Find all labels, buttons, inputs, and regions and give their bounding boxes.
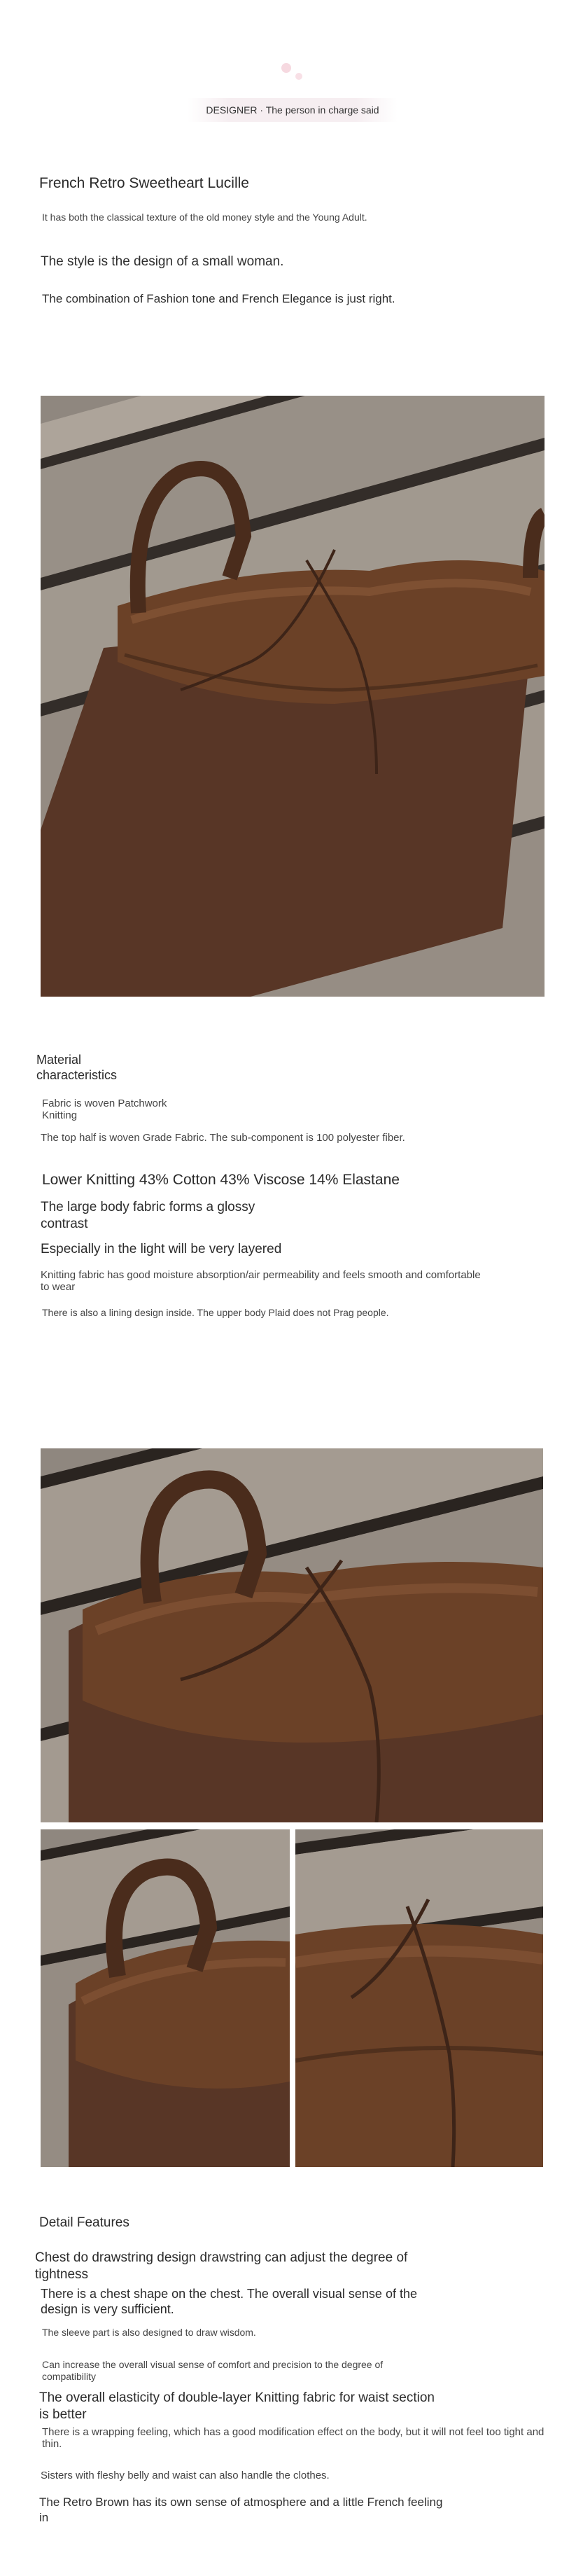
product-photo-detail-left	[41, 1829, 290, 2167]
material-item-7: There is also a lining design inside. The upper body Plaid does not Prag people.	[42, 1307, 389, 1318]
material-item-3: Lower Knitting 43% Cotton 43% Viscose 14% Elastane	[42, 1172, 400, 1188]
details-item-2: There is a chest shape on the chest. The overall visual sense of the design is very sufficient.	[41, 2287, 417, 2316]
decorative-dots	[280, 62, 308, 90]
product-photo-main	[41, 396, 545, 997]
product-title: French Retro Sweetheart Lucille	[39, 175, 249, 191]
material-heading: Material characteristics	[36, 1053, 118, 1082]
dot-icon	[281, 63, 291, 73]
product-photo-detail-wide	[41, 1448, 543, 1822]
details-heading: Detail Features	[39, 2215, 129, 2230]
designer-label: DESIGNER · The person in charge said	[188, 98, 398, 122]
material-item-2: The top half is woven Grade Fabric. The sub-component is 100 polyester fiber.	[41, 1132, 405, 1144]
material-item-5: Especially in the light will be very layered	[41, 1242, 282, 1256]
details-item-3: The sleeve part is also designed to draw wisdom.	[42, 2327, 256, 2338]
material-item-1: Fabric is woven Patchwork Knitting	[42, 1097, 167, 1121]
intro-line-1: It has both the classical texture of the old money style and the Young Adult.	[42, 212, 367, 223]
material-item-6: Knitting fabric has good moisture absorption/air permeability and feels smooth and comfortable to wear	[41, 1269, 481, 1293]
dot-icon	[295, 73, 302, 80]
details-item-7: Sisters with fleshy belly and waist can also handle the clothes.	[41, 2470, 330, 2481]
details-item-8: The Retro Brown has its own sense of atmosphere and a little French feeling in	[39, 2495, 443, 2524]
details-item-5: The overall elasticity of double-layer Knitting fabric for waist section is better	[39, 2390, 435, 2422]
intro-line-3: The combination of Fashion tone and French Elegance is just right.	[42, 292, 395, 305]
material-item-4: The large body fabric forms a glossy contrast	[41, 1200, 255, 1231]
details-item-4: Can increase the overall visual sense of comfort and precision to the degree of compatibility	[42, 2359, 384, 2382]
product-photo-detail-right	[295, 1829, 543, 2167]
details-item-6: There is a wrapping feeling, which has a good modification effect on the body, but it will not feel too tight and thin.	[42, 2426, 545, 2450]
details-item-1: Chest do drawstring design drawstring can adjust the degree of tightness	[35, 2250, 408, 2282]
intro-line-2: The style is the design of a small woman.	[41, 254, 284, 269]
